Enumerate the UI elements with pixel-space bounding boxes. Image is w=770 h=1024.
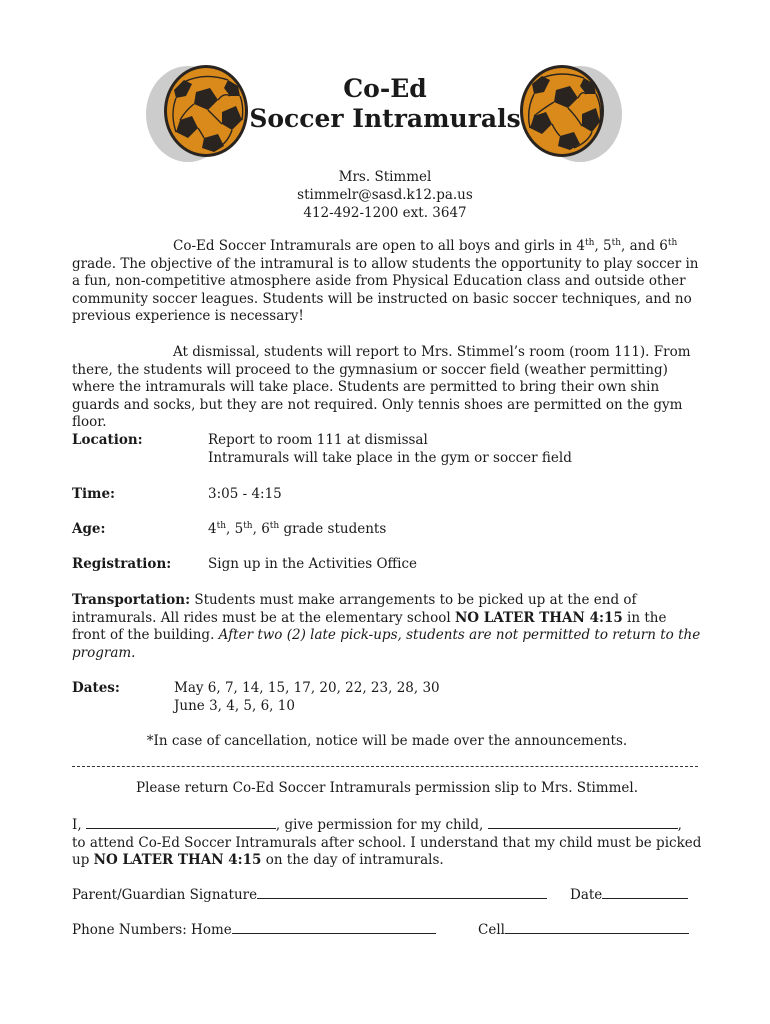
date-blank[interactable] bbox=[602, 886, 688, 899]
title-line-2: Soccer Intramurals bbox=[249, 104, 521, 133]
age-value: 4th, 5th, 6th grade students bbox=[208, 521, 387, 537]
time-value: 3:05 - 4:15 bbox=[208, 486, 282, 502]
cancellation-note: *In case of cancellation, notice will be made over the announcements. bbox=[146, 733, 628, 749]
page-title bbox=[240, 74, 530, 134]
contact-phone: 412-492-1200 ext. 3647 bbox=[303, 205, 467, 221]
signature-blank[interactable] bbox=[257, 886, 547, 899]
cut-line bbox=[72, 766, 698, 767]
registration-value: Sign up in the Activities Office bbox=[208, 556, 417, 572]
location-line-1: Report to room 111 at dismissal bbox=[208, 432, 428, 448]
dates-line-2: June 3, 4, 5, 6, 10 bbox=[174, 697, 295, 714]
dismissal-paragraph: At dismissal, students will report to Mrs. Stimmel’s room (room 111). From there, the students will proceed to the gymnasium or soccer field (weather permitting) where the intramurals will take place. Students are permitted to bring their own shin guards and socks, but they are not required. Only tennis shoes are permitted on the gym floor. bbox=[72, 344, 691, 430]
return-note: Please return Co-Ed Soccer Intramurals permission slip to Mrs. Stimmel. bbox=[136, 780, 638, 796]
parent-name-blank[interactable] bbox=[86, 816, 276, 829]
permission-statement: I, , give permission for my child, , to attend Co-Ed Soccer Intramurals after school. I understand that my child must be picked up NO LATER THAN 4:15 on the day of intramurals. bbox=[72, 817, 702, 868]
phone-home-label: Phone Numbers: Home bbox=[72, 922, 232, 938]
registration-label: Registration: bbox=[72, 556, 172, 572]
contact-email: stimmelr@sasd.k12.pa.us bbox=[297, 187, 473, 203]
child-name-blank[interactable] bbox=[488, 816, 678, 829]
dates-label: Dates: bbox=[72, 680, 120, 696]
title-line-1: Co-Ed bbox=[343, 74, 427, 103]
intro-paragraph: Co-Ed Soccer Intramurals are open to all boys and girls in 4th, 5th, and 6th grade. The objective of the intramural is to allow students the opportunity to play soccer in a fun, non-competitive atmosphere aside from Physical Education class and outside other community soccer leagues. Students will be instructed on basic soccer techniques, and no previous experience is necessary! bbox=[72, 238, 699, 324]
dates-line-1: May 6, 7, 14, 15, 17, 20, 22, 23, 28, 30 bbox=[174, 680, 440, 696]
cell-phone-blank[interactable] bbox=[505, 921, 689, 934]
location-line-2: Intramurals will take place in the gym or soccer field bbox=[208, 449, 572, 466]
cell-label: Cell bbox=[478, 922, 505, 938]
late-pickup-note: After two (2) late pick-ups, students are not permitted to return to the program. bbox=[72, 627, 701, 661]
contact-block bbox=[200, 168, 570, 222]
age-label: Age: bbox=[72, 521, 106, 537]
date-label: Date bbox=[570, 887, 603, 903]
signature-label: Parent/Guardian Signature bbox=[72, 887, 258, 903]
contact-name: Mrs. Stimmel bbox=[338, 169, 432, 185]
home-phone-blank[interactable] bbox=[232, 921, 436, 934]
deadline-bold: NO LATER THAN 4:15 bbox=[454, 609, 623, 626]
transportation-label: Transportation: bbox=[72, 592, 191, 608]
transportation-paragraph: Transportation: Students must make arrangements to be picked up at the end of intramurals. All rides must be at the elementary school NO LATER THAN 4:15 in the front of the building. After two (2) late pick-ups, students are not permitted to return to the program. bbox=[72, 592, 701, 661]
location-label: Location: bbox=[72, 432, 143, 448]
time-label: Time: bbox=[72, 486, 116, 502]
